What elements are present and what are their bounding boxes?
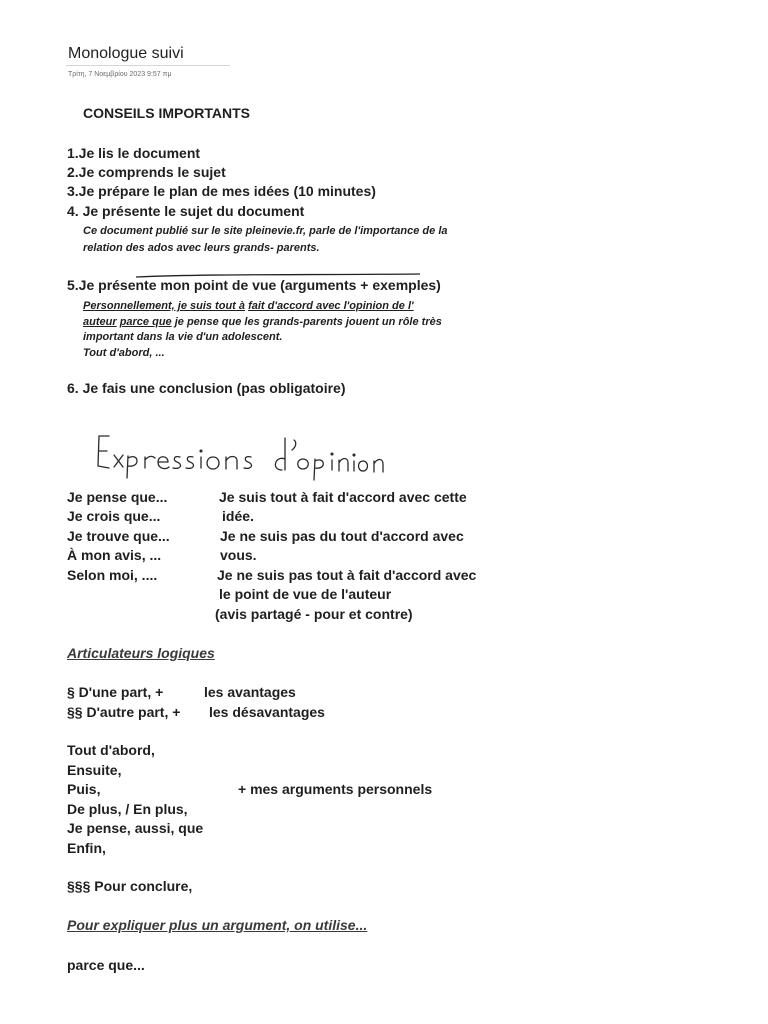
connector-sequence-item: Ensuite, bbox=[67, 762, 122, 778]
explain-item: parce que... bbox=[67, 957, 145, 973]
example-text: je pense que les grands-parents jouent un rôle très bbox=[171, 316, 442, 328]
expression-left: Selon moi, .... bbox=[67, 567, 158, 583]
handwritten-heading-expressions bbox=[95, 430, 385, 486]
expression-left: Je pense que... bbox=[67, 489, 168, 505]
advice-step-2: 2.Je comprends le sujet bbox=[67, 164, 226, 180]
connector-conclude: §§§ Pour conclure, bbox=[67, 878, 193, 894]
advice-step-3: 3.Je prépare le plan de mes idées (10 minutes) bbox=[67, 183, 376, 199]
connector-sequence-note: + mes arguments personnels bbox=[238, 781, 433, 797]
step5-example-line3: important dans la vie d'un adolescent. bbox=[83, 331, 283, 343]
advice-step-6: 6. Je fais une conclusion (pas obligatoire) bbox=[67, 380, 346, 396]
advice-heading: CONSEILS IMPORTANTS bbox=[83, 105, 250, 121]
example-phrase: je suis tout à bbox=[174, 300, 245, 312]
step4-example-line2: relation des ados avec leurs grands- parents. bbox=[83, 242, 320, 254]
page-title: Monologue suivi bbox=[68, 45, 184, 62]
connector-part2-label: §§ D'autre part, + bbox=[67, 704, 181, 720]
example-phrase: parce que bbox=[119, 316, 172, 328]
expression-right: (avis partagé - pour et contre) bbox=[215, 606, 413, 622]
connector-part1-value: les avantages bbox=[204, 684, 296, 700]
step5-example-line2 bbox=[83, 315, 442, 330]
example-phrase: fait d'accord avec l'opinion de l' bbox=[248, 300, 414, 312]
connector-sequence-item: De plus, / En plus, bbox=[67, 801, 188, 817]
advice-step-4: 4. Je présente le sujet du document bbox=[67, 203, 305, 219]
expression-right: le point de vue de l'auteur bbox=[219, 586, 392, 602]
expression-right: idée. bbox=[222, 508, 254, 524]
title-divider bbox=[66, 65, 230, 66]
expression-right: Je ne suis pas du tout d'accord avec bbox=[220, 528, 464, 544]
connector-sequence-item: Puis, bbox=[67, 781, 101, 797]
expression-left: Je crois que... bbox=[67, 508, 161, 524]
expression-right: vous. bbox=[220, 547, 257, 563]
expression-right: Je suis tout à fait d'accord avec cette bbox=[219, 489, 467, 505]
connector-part2-value: les désavantages bbox=[209, 704, 325, 720]
expression-right: Je ne suis pas tout à fait d'accord avec bbox=[217, 567, 477, 583]
page-timestamp: Τρίτη, 7 Νοεμβρίου 2023 9:57 πμ bbox=[68, 71, 172, 78]
step4-example-line1: Ce document publié sur le site pleinevie.fr, parle de l'importance de la bbox=[83, 225, 448, 237]
advice-step-5: 5.Je présente mon point de vue (arguments + exemples) bbox=[67, 277, 441, 293]
connector-part1-label: § D'une part, + bbox=[67, 684, 164, 700]
connectors-heading: Articulateurs logiques bbox=[67, 645, 215, 661]
connector-sequence-item: Tout d'abord, bbox=[67, 742, 155, 758]
example-phrase: auteur bbox=[83, 316, 117, 328]
explain-heading: Pour expliquer plus un argument, on utilise... bbox=[67, 917, 368, 933]
advice-step-1: 1.Je lis le document bbox=[67, 145, 201, 161]
example-phrase: Personnellement, bbox=[83, 300, 175, 312]
connector-sequence-item: Enfin, bbox=[67, 840, 106, 856]
expression-left: Je trouve que... bbox=[67, 528, 170, 544]
expression-left: À mon avis, ... bbox=[67, 547, 162, 563]
connector-sequence-item: Je pense, aussi, que bbox=[67, 820, 204, 836]
step5-example-line4: Tout d'abord, ... bbox=[83, 347, 165, 359]
step5-example-line1 bbox=[83, 299, 414, 314]
